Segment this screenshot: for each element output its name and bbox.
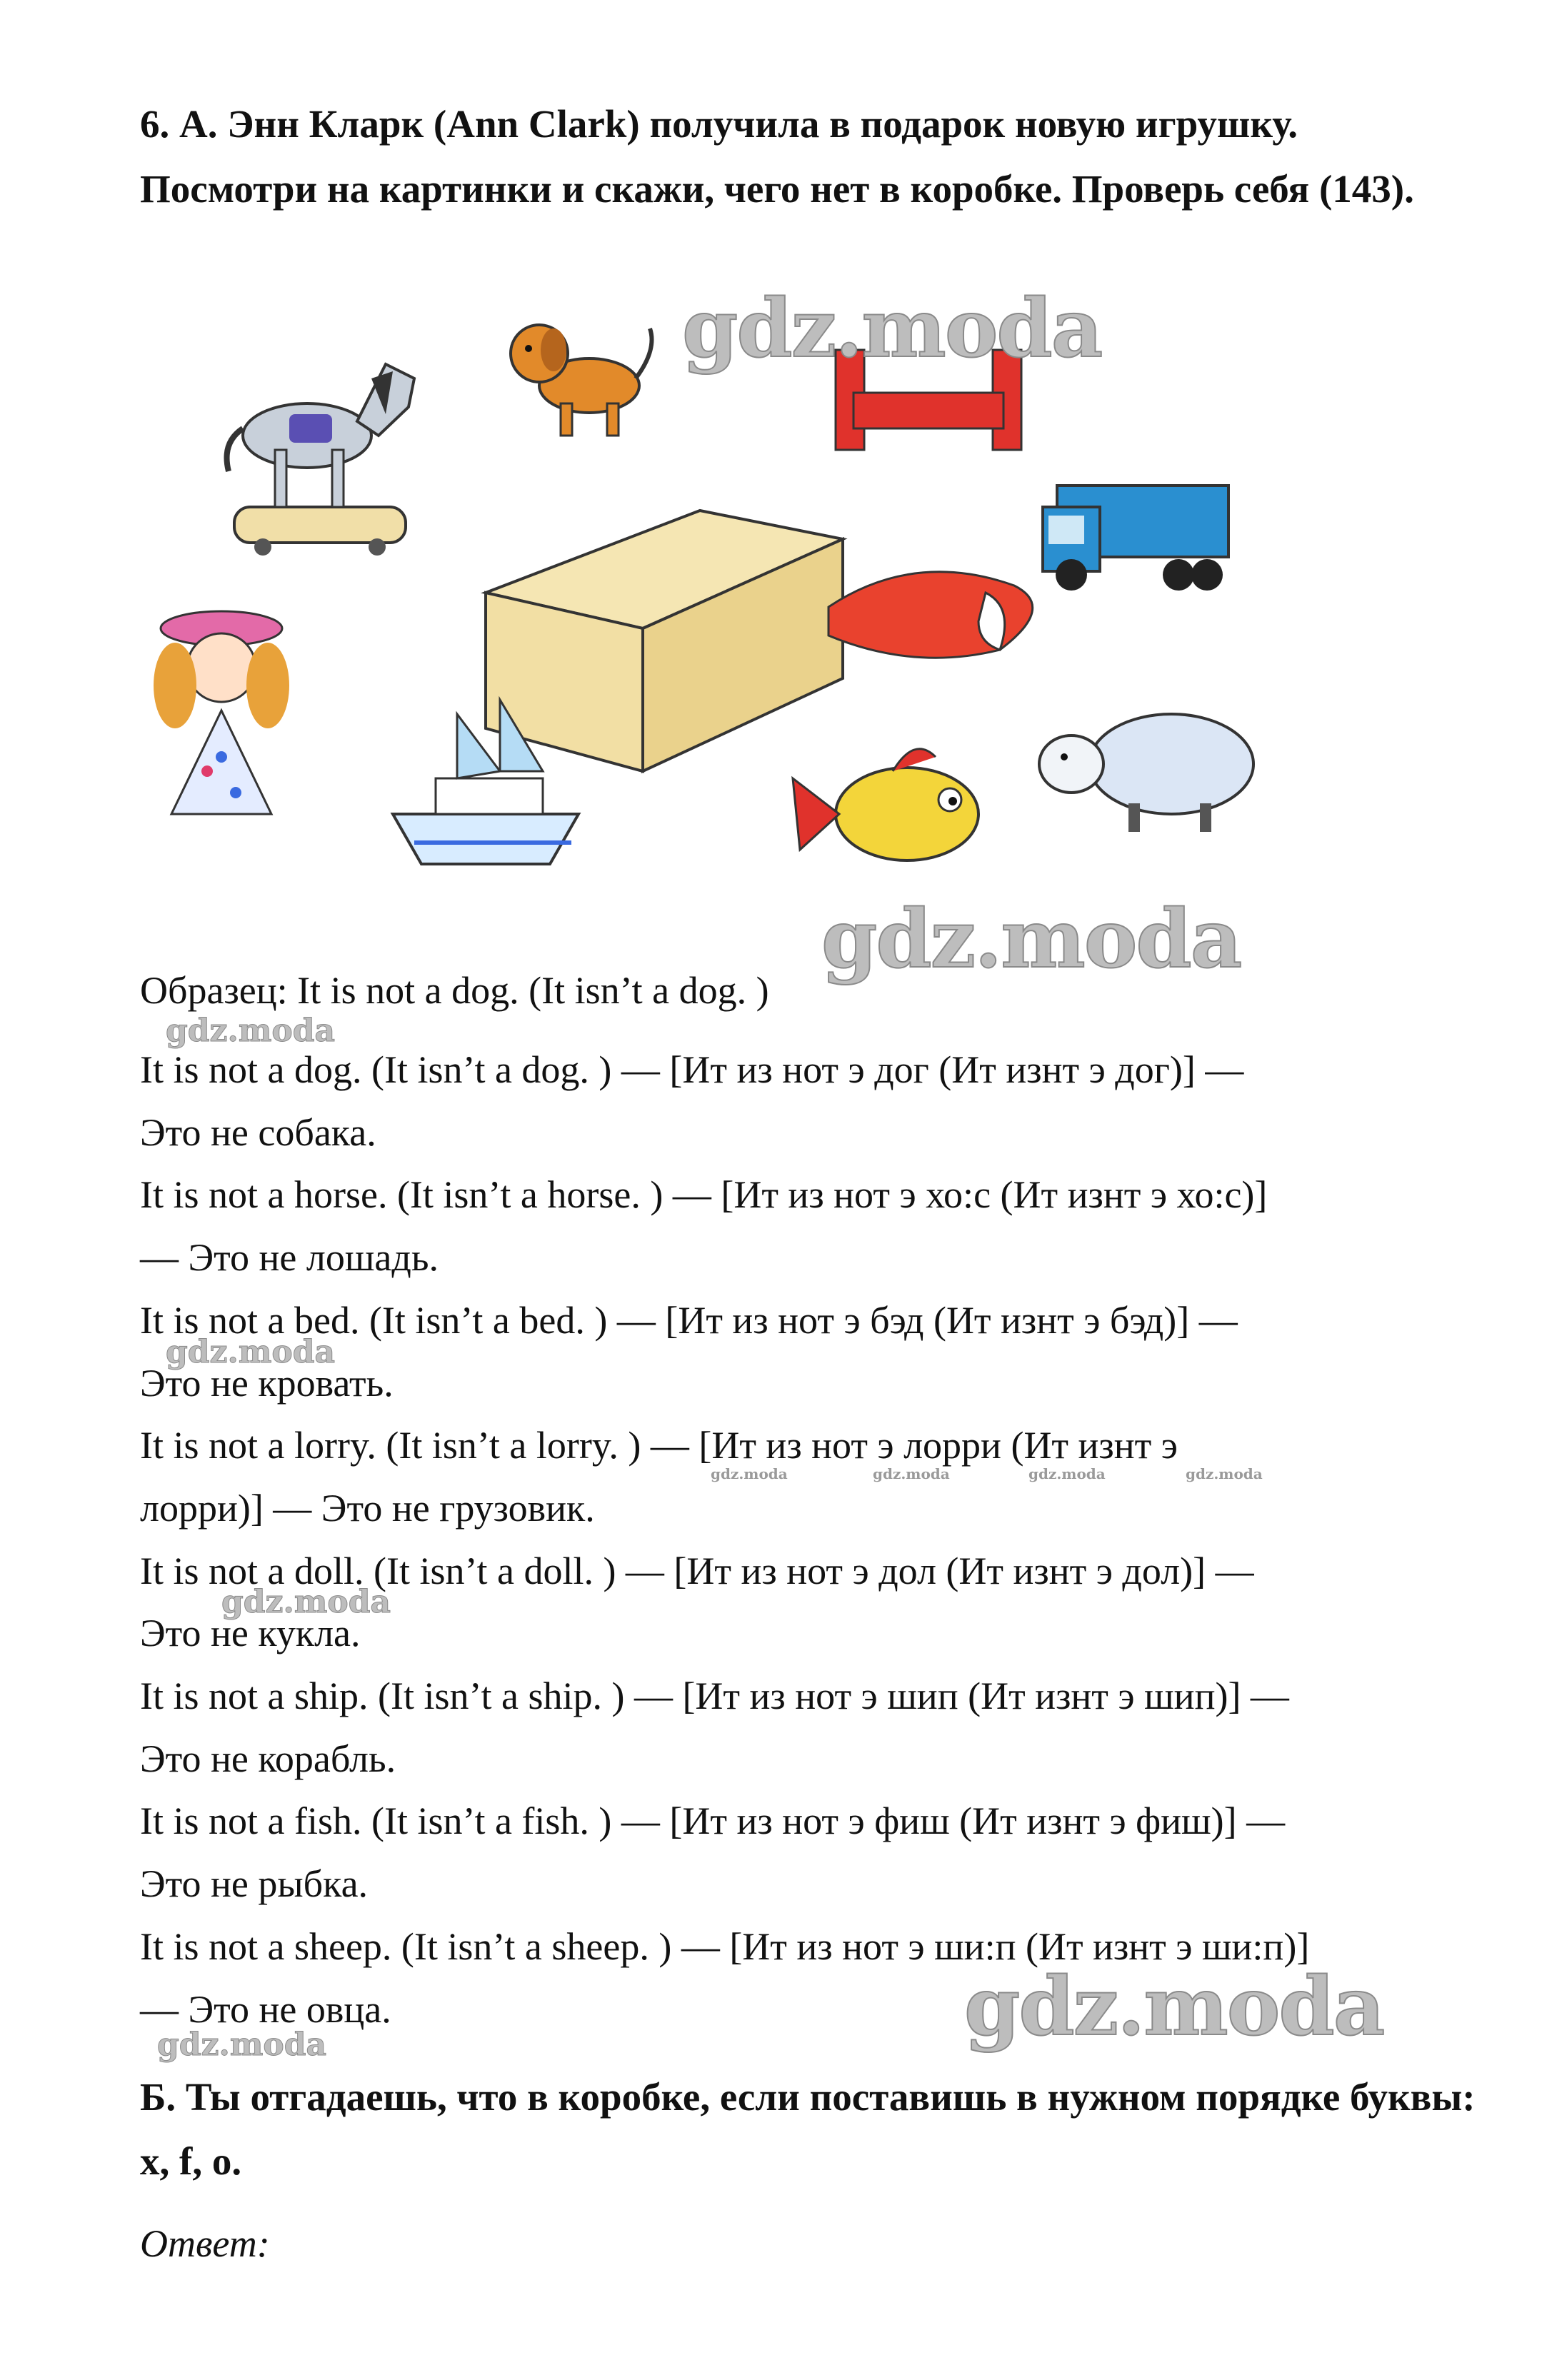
watermark: gdz.moda — [964, 1960, 1384, 2054]
answers-block — [140, 1039, 1483, 2041]
watermark: gdz.moda — [873, 1465, 950, 1482]
example-line: Образец: It is not a dog. (It isn’t a dog. ) — [140, 969, 769, 1012]
toy-dog — [511, 325, 652, 436]
answer-line: It is not a doll. (It isn’t a doll. ) — [Ит из нот э дол (Ит изнт э дол)] — — [140, 1549, 1254, 1592]
part-b-question: Б. Ты отгадаешь, что в коробке, если поставишь в нужном порядке буквы: x, f, o. — [140, 2075, 1476, 2183]
answer-label: Ответ: — [140, 2222, 270, 2265]
toy-horse — [227, 364, 415, 556]
answer-line: It is not a fish. (It isn’t a fish. ) — [Ит из нот э фиш (Ит изнт э фиш)] — — [140, 1799, 1286, 1843]
watermark: gdz.moda — [1028, 1465, 1106, 1482]
answer-line: Это не рыбка. — [140, 1862, 369, 1906]
answer-line: It is not a sheep. (It isn’t a sheep. ) — [Ит из нот э ши:п (Ит изнт э ши:п)] — [140, 1924, 1310, 1968]
task-title: 6. А. Энн Кларк (Ann Clark) получила в подарок новую игрушку. Посмотри на картинки и скажи, чего нет в коробке. Проверь себя (143). — [140, 102, 1414, 211]
toy-fish — [793, 749, 978, 860]
answer-line: — Это не лошадь. — [140, 1236, 439, 1280]
answer-line: Это не кукла. — [140, 1612, 361, 1655]
answer-line: It is not a horse. (It isn’t a horse. ) — [Ит из нот э хо:с (Ит изнт э хо:с)] — [140, 1173, 1268, 1217]
answer-line: It is not a lorry. (It isn’t a lorry. ) — [Ит из нот э лорри (Ит изнт э — [140, 1424, 1178, 1467]
watermark: gdz.moda — [157, 2027, 327, 2063]
watermark: gdz.moda — [166, 1334, 336, 1370]
toy-doll — [154, 611, 289, 814]
watermark: gdz.moda — [821, 893, 1241, 986]
watermark: gdz.moda — [1186, 1465, 1263, 1482]
toy-sheep — [1039, 714, 1253, 832]
watermark: gdz.moda — [711, 1465, 788, 1482]
toy-box — [486, 511, 1033, 771]
answer-line: It is not a dog. (It isn’t a dog. ) — [Ит из нот э дог (Ит изнт э дог)] — — [140, 1048, 1244, 1091]
answer-line: Это не корабль. — [140, 1737, 396, 1780]
answer-line: — Это не овца. — [140, 1987, 391, 2031]
toy-lorry — [1043, 486, 1228, 591]
watermark: gdz.moda — [682, 282, 1102, 376]
answer-line: It is not a ship. (It isn’t a ship. ) — [Ит из нот э шип (Ит изнт э шип)] — — [140, 1674, 1289, 1718]
answer-line: лорри)] — Это не грузовик. — [140, 1486, 595, 1530]
answer-line: Это не кровать. — [140, 1361, 394, 1405]
watermark: gdz.moda — [221, 1584, 391, 1620]
watermark: gdz.moda — [166, 1013, 336, 1049]
answer-line: It is not a bed. (It isn’t a bed. ) — [Ит из нот э бэд (Ит изнт э бэд)] — — [140, 1298, 1238, 1342]
answer-line: Это не собака. — [140, 1110, 376, 1154]
